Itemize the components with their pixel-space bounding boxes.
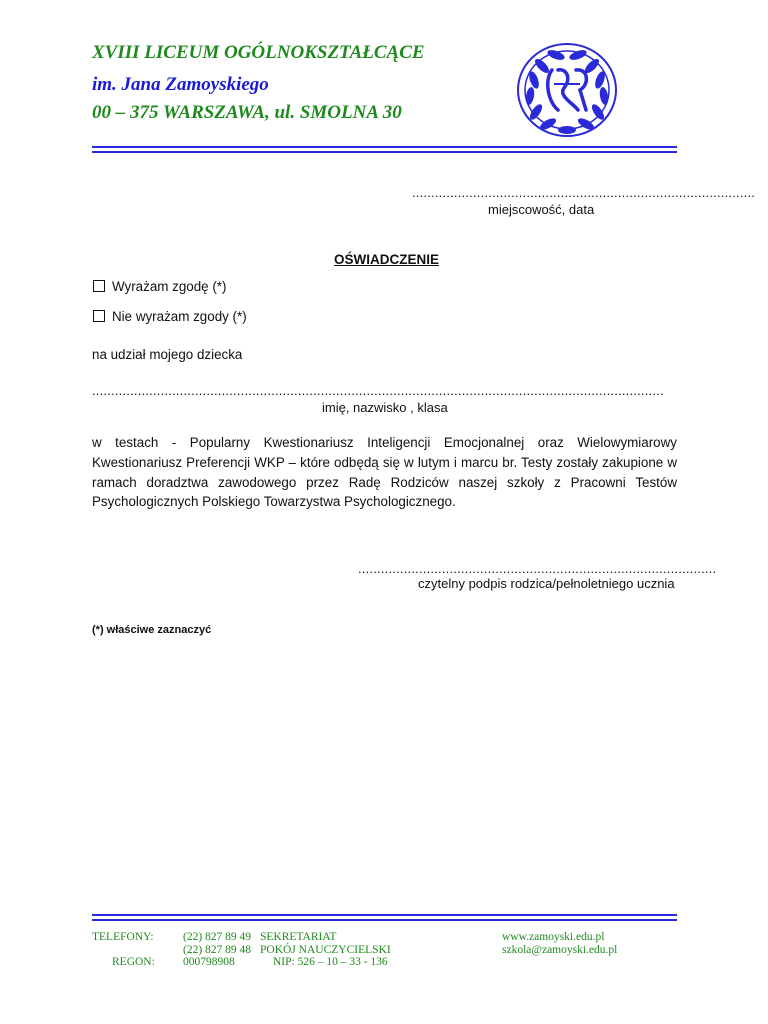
header-rule-bottom (92, 151, 677, 153)
footer-rule-top (92, 914, 677, 916)
footer-phone-2: (22) 827 89 48 (183, 943, 252, 956)
signature-label: czytelny podpis rodzica/pełnoletniego ucznia (418, 576, 675, 591)
consent-yes-label: Wyrażam zgodę (*) (112, 279, 227, 294)
consent-option-no[interactable] (93, 309, 247, 324)
school-emblem-icon (514, 40, 620, 140)
footer-dept-1: SEKRETARIAT (260, 931, 337, 943)
footer-departments (260, 931, 391, 969)
footer-label-regon: REGON: (112, 956, 155, 968)
footer-rule-bottom (92, 919, 677, 921)
school-name: XVIII LICEUM OGÓLNOKSZTAŁCĄCE (92, 42, 425, 63)
declaration-title: OŚWIADCZENIE (334, 252, 440, 267)
footer-regon-value: 000798908 (183, 956, 235, 968)
place-date-label: miejscowość, data (488, 202, 595, 217)
school-address: 00 – 375 WARSZAWA, ul. SMOLNA 30 (92, 102, 402, 123)
consent-no-label: Nie wyrażam zgody (*) (112, 309, 247, 324)
footer-email-link[interactable]: szkola@zamoyski.edu.pl (502, 943, 618, 956)
signature-dots: .............................................................................................. (358, 561, 717, 576)
footer-website-link[interactable]: www.zamoyski.edu.pl (502, 931, 605, 943)
footer-label-phones: TELEFONY: (92, 931, 154, 943)
header-rule-top (92, 146, 677, 148)
school-patron: im. Jana Zamoyskiego (92, 74, 269, 95)
child-name-label: imię, nazwisko , klasa (322, 400, 448, 415)
checkbox[interactable] (93, 310, 105, 322)
consent-option-yes[interactable] (93, 279, 226, 294)
footer-contact (502, 931, 617, 956)
footnote: (*) właściwe zaznaczyć (92, 624, 212, 636)
child-name-dots: ...................................................................................................................................................... (92, 383, 664, 398)
place-date-dots: .......................................................................................... (412, 185, 756, 200)
footer-label-blank (92, 944, 162, 957)
footer-labels (92, 931, 162, 969)
footer-phone-numbers (183, 931, 251, 969)
declaration-paragraph: w testach - Popularny Kwestionariusz Inteligencji Emocjonalnej oraz Wielowymiarowy Kwestionariusz Preferencji WKP – które odbędą się w lutym i marcu br. Testy zostały zakupione w ramach doradztwa zawodowego przez Radę Rodziców naszej szkoły z Pracowni Testów Psychologicznych Polskiego Towarzystwa Psychologicznego. (92, 435, 677, 510)
child-intro: na udział mojego dziecka (92, 347, 243, 362)
footer-phone-1: (22) 827 89 49 (183, 931, 252, 943)
footer-nip: NIP: 526 – 10 – 33 - 136 (273, 956, 388, 968)
footer-dept-2: POKÓJ NAUCZYCIELSKI (260, 943, 391, 956)
checkbox[interactable] (93, 280, 105, 292)
